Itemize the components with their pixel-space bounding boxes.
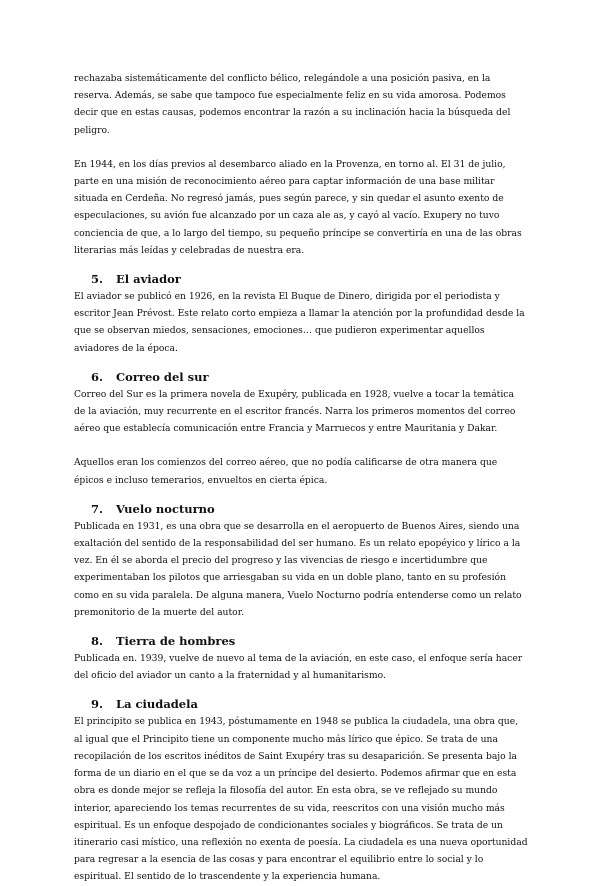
section-la-ciudadela <box>74 696 528 885</box>
section-correo-del-sur <box>74 369 528 489</box>
section-title: Vuelo nocturno <box>116 501 215 516</box>
section-heading <box>74 501 528 518</box>
section-paragraph: El principito se publica en 1943, póstumamente en 1948 se publica la ciudadela, una obra que, al igual que el Principito tiene un componente mucho más lírico que épico. Se trata de una recopilación de los escritos inéditos de Saint Exupéry tras su desaparición. Se presenta bajo la forma de un diario en el que se da voz a un príncipe del desierto. Podemos afirmar que en esta obra es donde mejor se refleja la filosofía del autor. En esta obra, se ve reflejado su mundo interior, apareciendo los temas recurrentes de su vida, reescritos con una visión mucho más espiritual. Es un enfoque despojado de condicionantes sociales y biográficos. Se trata de un itinerario casi místico, una reflexión no exenta de poesía. La ciudadela es una nueva oportunidad para regresar a la esencia de las cosas y para encontrar el equilibrio entre lo social y lo espiritual. El sentido de lo trascendente y la experiencia humana. <box>74 716 528 883</box>
section-number: 5. <box>91 272 104 287</box>
section-title: La ciudadela <box>116 697 198 712</box>
section-number: 8. <box>91 634 104 649</box>
section-title: Correo del sur <box>116 369 209 384</box>
section-vuelo-nocturno <box>74 501 528 621</box>
intro-paragraph-2: En 1944, en los días previos al desembarco aliado en la Provenza, en torno al. El 31 de julio, parte en una misión de reconocimiento aéreo para captar información de una base militar situada en Cerdeña. No regresó jamás, pues según parece, y sin quedar el asunto exento de especulaciones, su avión fue alcanzado por un caza ale as, y cayó al vacío. Exupery no tuvo conciencia de que, a lo largo del tiempo, su pequeño príncipe se convertiría en una de las obras literarias más leídas y celebradas de nuestra era. <box>74 158 522 256</box>
section-heading <box>74 271 528 288</box>
intro-paragraph-1: rechazaba sistemáticamente del conflicto bélico, relegándole a una posición pasiva, en la reserva. Además, se sabe que tampoco fue especialmente feliz en su vida amorosa. Podemos decir que en estas causas, podemos encontrar la razón a su inclinación hacia la búsqueda del peligro. <box>74 73 511 136</box>
section-paragraph: Aquellos eran los comienzos del correo aéreo, que no podía calificarse de otra manera que épicos e incluso temerarios, envueltos en cierta épica. <box>74 457 498 486</box>
section-heading <box>74 633 528 650</box>
section-paragraph: Publicada en 1931, es una obra que se desarrolla en el aeropuerto de Buenos Aires, siendo una exaltación del sentido de la responsabilidad del ser humano. Es un relato epopéyico y lírico a la vez. En él se aborda el precio del progreso y las vivencias de riesgo e incertidumbre que experimentaban los pilotos que arriesgaban su vida en un doble plano, tanto en su profesión como en su vida paralela. De alguna manera, Vuelo Nocturno podría entenderse como un relato premonitorio de la muerte del autor. <box>74 520 522 618</box>
section-title: El aviador <box>116 272 181 287</box>
section-number: 6. <box>91 369 104 384</box>
section-heading <box>74 369 528 386</box>
section-number: 9. <box>91 697 104 712</box>
section-title: Tierra de hombres <box>116 634 236 649</box>
section-paragraph: Publicada en. 1939, vuelve de nuevo al tema de la aviación, en este caso, el enfoque sería hacer del oficio del aviador un canto a la fraternidad y al humanitarismo. <box>74 653 523 682</box>
section-number: 7. <box>91 501 104 516</box>
section-paragraph: El aviador se publicó en 1926, en la revista El Buque de Dinero, dirigida por el periodista y escritor Jean Prévost. Este relato corto empieza a llamar la atención por la profundidad desde la que se observan miedos, sensaciones, emociones… que pudieron experimentar aquellos aviadores de la época. <box>74 291 525 354</box>
section-tierra-de-hombres <box>74 633 528 684</box>
section-heading <box>74 696 528 713</box>
section-paragraph: Correo del Sur es la primera novela de Exupéry, publicada en 1928, vuelve a tocar la temática de la aviación, muy recurrente en el escritor francés. Narra los primeros momentos del correo aéreo que establecía comunicación entre Francia y Marruecos y entre Mauritania y Dakar. <box>74 388 516 435</box>
section-el-aviador <box>74 271 528 357</box>
